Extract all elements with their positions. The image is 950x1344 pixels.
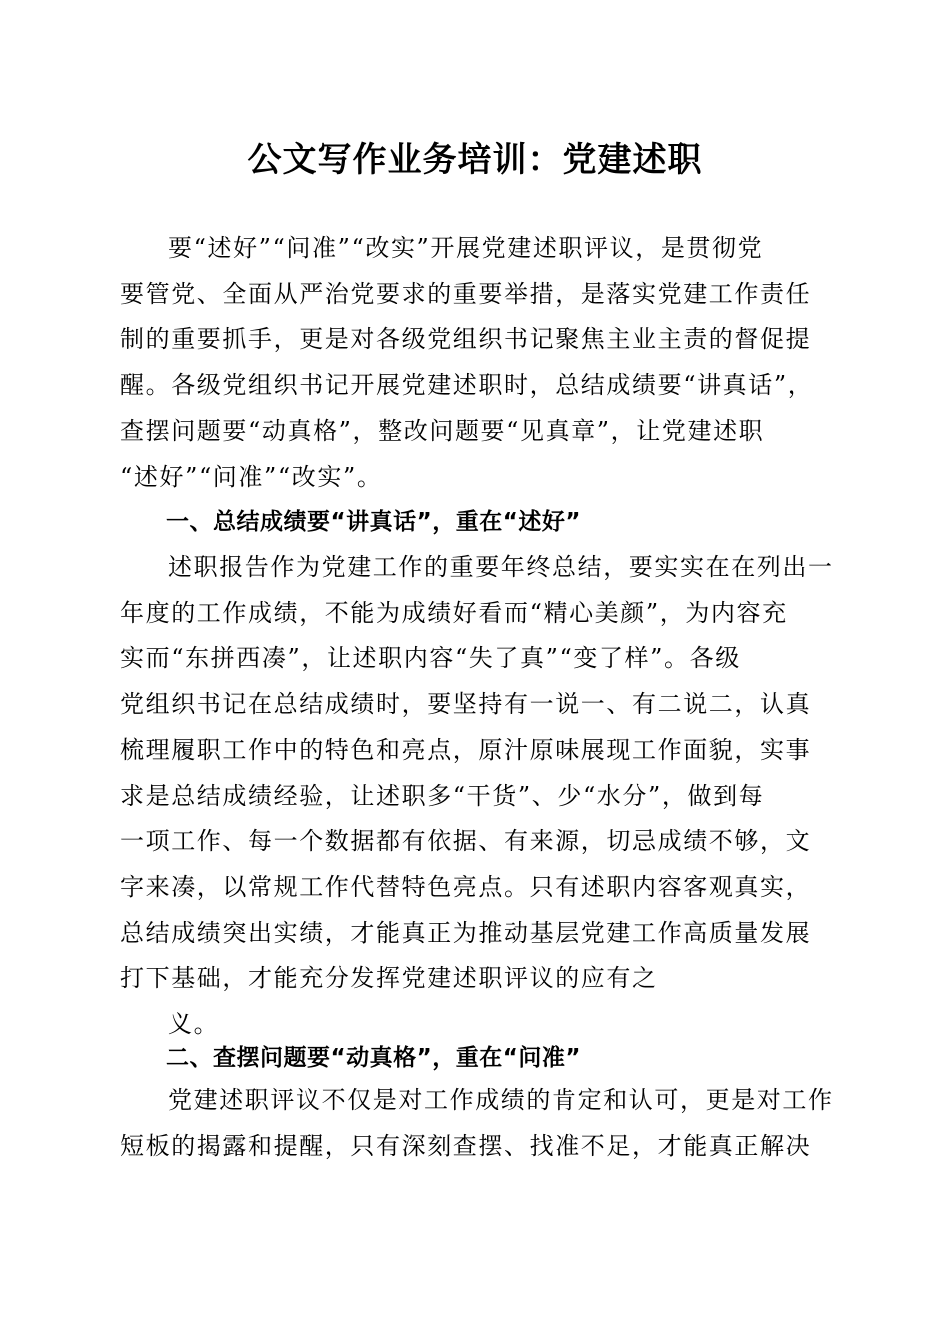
text-line: 党建述职评议不仅是对工作成绩的肯定和认可，更是对工作 xyxy=(168,1086,834,1114)
text-line: 字来凑，以常规工作代替特色亮点。只有述职内容客观真实， xyxy=(120,872,812,901)
section-1-heading-block xyxy=(120,500,828,546)
text-line: 总结成绩突出实绩，才能真正为推动基层党建工作高质量发展 xyxy=(120,918,812,947)
document-title: 公文写作业务培训：党建述职 xyxy=(247,140,703,180)
text-line: 一项工作、每一个数据都有依据、有来源，切忌成绩不够，文 xyxy=(120,827,812,856)
text-line: 年度的工作成绩，不能为成绩好看而“精心美颜”，为内容充 xyxy=(120,598,788,627)
text-line: “述好”“问准”“改实”。 xyxy=(120,462,383,491)
text-line: 打下基础，才能充分发挥党建述职评议的应有之 xyxy=(120,964,658,993)
section-heading: 一、总结成绩要“讲真话”，重在“述好” xyxy=(166,509,581,535)
intro-paragraph xyxy=(120,226,828,500)
section-1-paragraph xyxy=(120,545,834,1048)
text-line: 述职报告作为党建工作的重要年终总结，要实实在在列出一 xyxy=(168,553,834,581)
text-line: 要管党、全面从严治党要求的重要举措，是落实党建工作责任 xyxy=(120,279,812,308)
text-line: 义。 xyxy=(168,1010,220,1039)
section-2-heading-block xyxy=(120,1036,828,1082)
text-line: 梳理履职工作中的特色和亮点，原汁原味展现工作面貌，实事 xyxy=(120,735,812,764)
section-2-paragraph xyxy=(120,1078,834,1169)
text-line: 醒。各级党组织书记开展党建述职时，总结成绩要“讲真话”， xyxy=(120,371,814,400)
section-heading: 二、查摆问题要“动真格”，重在“问准” xyxy=(166,1045,581,1071)
text-line: 要“述好”“问准”“改实”开展党建述职评议，是贯彻党 xyxy=(168,234,764,262)
text-line: 实而“东拼西凑”，让述职内容“失了真”“变了样”。各级 xyxy=(120,644,741,673)
text-line: 短板的揭露和提醒，只有深刻查摆、找准不足，才能真正解决 xyxy=(120,1131,812,1160)
text-line: 党组织书记在总结成绩时，要坚持有一说一、有二说二，认真 xyxy=(120,690,812,719)
text-line: 制的重要抓手，更是对各级党组织书记聚焦主业主责的督促提 xyxy=(120,325,812,354)
text-line: 查摆问题要“动真格”，整改问题要“见真章”，让党建述职 xyxy=(120,416,765,445)
text-line: 求是总结成绩经验，让述职多“干货”、少“水分”，做到每 xyxy=(120,781,765,810)
